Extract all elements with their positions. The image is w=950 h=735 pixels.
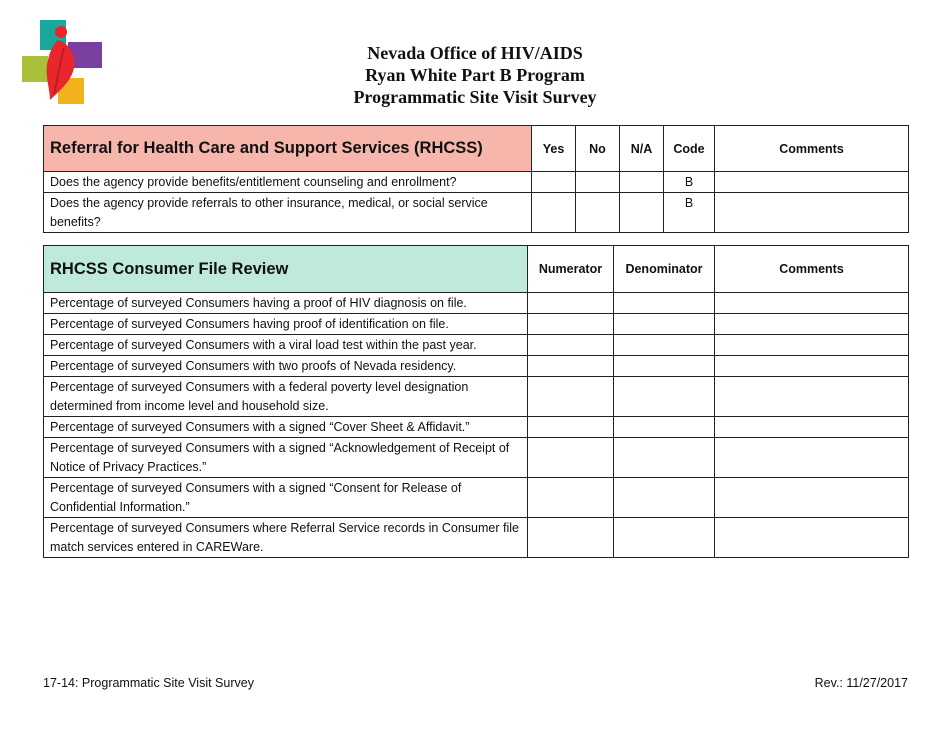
column-header-comments: Comments bbox=[715, 246, 909, 293]
numerator-cell[interactable] bbox=[528, 314, 614, 335]
table-header-row bbox=[44, 126, 909, 172]
measure-text: Percentage of surveyed Consumers where Referral Service records in Consumer file match services entered in CAREWare. bbox=[44, 518, 528, 558]
denominator-cell[interactable] bbox=[614, 377, 715, 417]
column-header-numerator: Numerator bbox=[528, 246, 614, 293]
comments-cell[interactable] bbox=[715, 172, 909, 193]
column-header-code: Code bbox=[664, 126, 715, 172]
comments-cell[interactable] bbox=[715, 293, 909, 314]
numerator-cell[interactable] bbox=[528, 356, 614, 377]
table-row bbox=[44, 478, 909, 518]
measure-text: Percentage of surveyed Consumers having a proof of HIV diagnosis on file. bbox=[44, 293, 528, 314]
column-header-denominator: Denominator bbox=[614, 246, 715, 293]
table-row bbox=[44, 335, 909, 356]
header-line-agency: Nevada Office of HIV/AIDS bbox=[367, 43, 583, 63]
measure-text: Percentage of surveyed Consumers with two proofs of Nevada residency. bbox=[44, 356, 528, 377]
comments-cell[interactable] bbox=[715, 193, 909, 233]
denominator-cell[interactable] bbox=[614, 417, 715, 438]
denominator-cell[interactable] bbox=[614, 335, 715, 356]
denominator-cell[interactable] bbox=[614, 356, 715, 377]
measure-text: Percentage of surveyed Consumers having proof of identification on file. bbox=[44, 314, 528, 335]
column-header-yes: Yes bbox=[532, 126, 576, 172]
table-row bbox=[44, 518, 909, 558]
comments-cell[interactable] bbox=[715, 518, 909, 558]
numerator-cell[interactable] bbox=[528, 518, 614, 558]
comments-cell[interactable] bbox=[715, 314, 909, 335]
table-row bbox=[44, 172, 909, 193]
no-cell[interactable] bbox=[576, 193, 620, 233]
numerator-cell[interactable] bbox=[528, 417, 614, 438]
denominator-cell[interactable] bbox=[614, 518, 715, 558]
comments-cell[interactable] bbox=[715, 478, 909, 518]
denominator-cell[interactable] bbox=[614, 478, 715, 518]
table-row bbox=[44, 417, 909, 438]
yes-cell[interactable] bbox=[532, 172, 576, 193]
comments-cell[interactable] bbox=[715, 377, 909, 417]
measure-text: Percentage of surveyed Consumers with a federal poverty level designation determined from income level and household size. bbox=[44, 377, 528, 417]
header-line-program: Ryan White Part B Program bbox=[365, 65, 585, 85]
logo-figure-head bbox=[55, 26, 67, 38]
column-header-no: No bbox=[576, 126, 620, 172]
table-row bbox=[44, 314, 909, 335]
measure-text: Percentage of surveyed Consumers with a signed “Consent for Release of Confidential Information.” bbox=[44, 478, 528, 518]
measure-text: Percentage of surveyed Consumers with a viral load test within the past year. bbox=[44, 335, 528, 356]
yes-cell[interactable] bbox=[532, 193, 576, 233]
comments-cell[interactable] bbox=[715, 438, 909, 478]
file-review-section-title: RHCSS Consumer File Review bbox=[44, 246, 528, 293]
numerator-cell[interactable] bbox=[528, 438, 614, 478]
comments-cell[interactable] bbox=[715, 417, 909, 438]
denominator-cell[interactable] bbox=[614, 293, 715, 314]
document-header bbox=[0, 42, 950, 108]
table-header-row bbox=[44, 246, 909, 293]
measure-text: Percentage of surveyed Consumers with a signed “Acknowledgement of Receipt of Notice of Privacy Practices.” bbox=[44, 438, 528, 478]
table-row bbox=[44, 377, 909, 417]
question-text: Does the agency provide benefits/entitlement counseling and enrollment? bbox=[44, 172, 532, 193]
table-row bbox=[44, 293, 909, 314]
table-row bbox=[44, 356, 909, 377]
consumer-file-review-table bbox=[43, 245, 909, 558]
numerator-cell[interactable] bbox=[528, 377, 614, 417]
footer-form-id: 17-14: Programmatic Site Visit Survey bbox=[43, 676, 254, 690]
numerator-cell[interactable] bbox=[528, 478, 614, 518]
column-header-na: N/A bbox=[620, 126, 664, 172]
na-cell[interactable] bbox=[620, 172, 664, 193]
question-text: Does the agency provide referrals to other insurance, medical, or social service benefits? bbox=[44, 193, 532, 233]
na-cell[interactable] bbox=[620, 193, 664, 233]
no-cell[interactable] bbox=[576, 172, 620, 193]
comments-cell[interactable] bbox=[715, 335, 909, 356]
code-cell: B bbox=[664, 172, 715, 193]
denominator-cell[interactable] bbox=[614, 438, 715, 478]
numerator-cell[interactable] bbox=[528, 335, 614, 356]
footer-revision-date: Rev.: 11/27/2017 bbox=[814, 676, 908, 690]
rhcss-section-title: Referral for Health Care and Support Services (RHCSS) bbox=[44, 126, 532, 172]
denominator-cell[interactable] bbox=[614, 314, 715, 335]
header-line-survey: Programmatic Site Visit Survey bbox=[353, 87, 597, 107]
code-cell: B bbox=[664, 193, 715, 233]
comments-cell[interactable] bbox=[715, 356, 909, 377]
table-row bbox=[44, 193, 909, 233]
rhcss-referral-table bbox=[43, 125, 909, 233]
column-header-comments: Comments bbox=[715, 126, 909, 172]
table-row bbox=[44, 438, 909, 478]
measure-text: Percentage of surveyed Consumers with a signed “Cover Sheet & Affidavit.” bbox=[44, 417, 528, 438]
numerator-cell[interactable] bbox=[528, 293, 614, 314]
